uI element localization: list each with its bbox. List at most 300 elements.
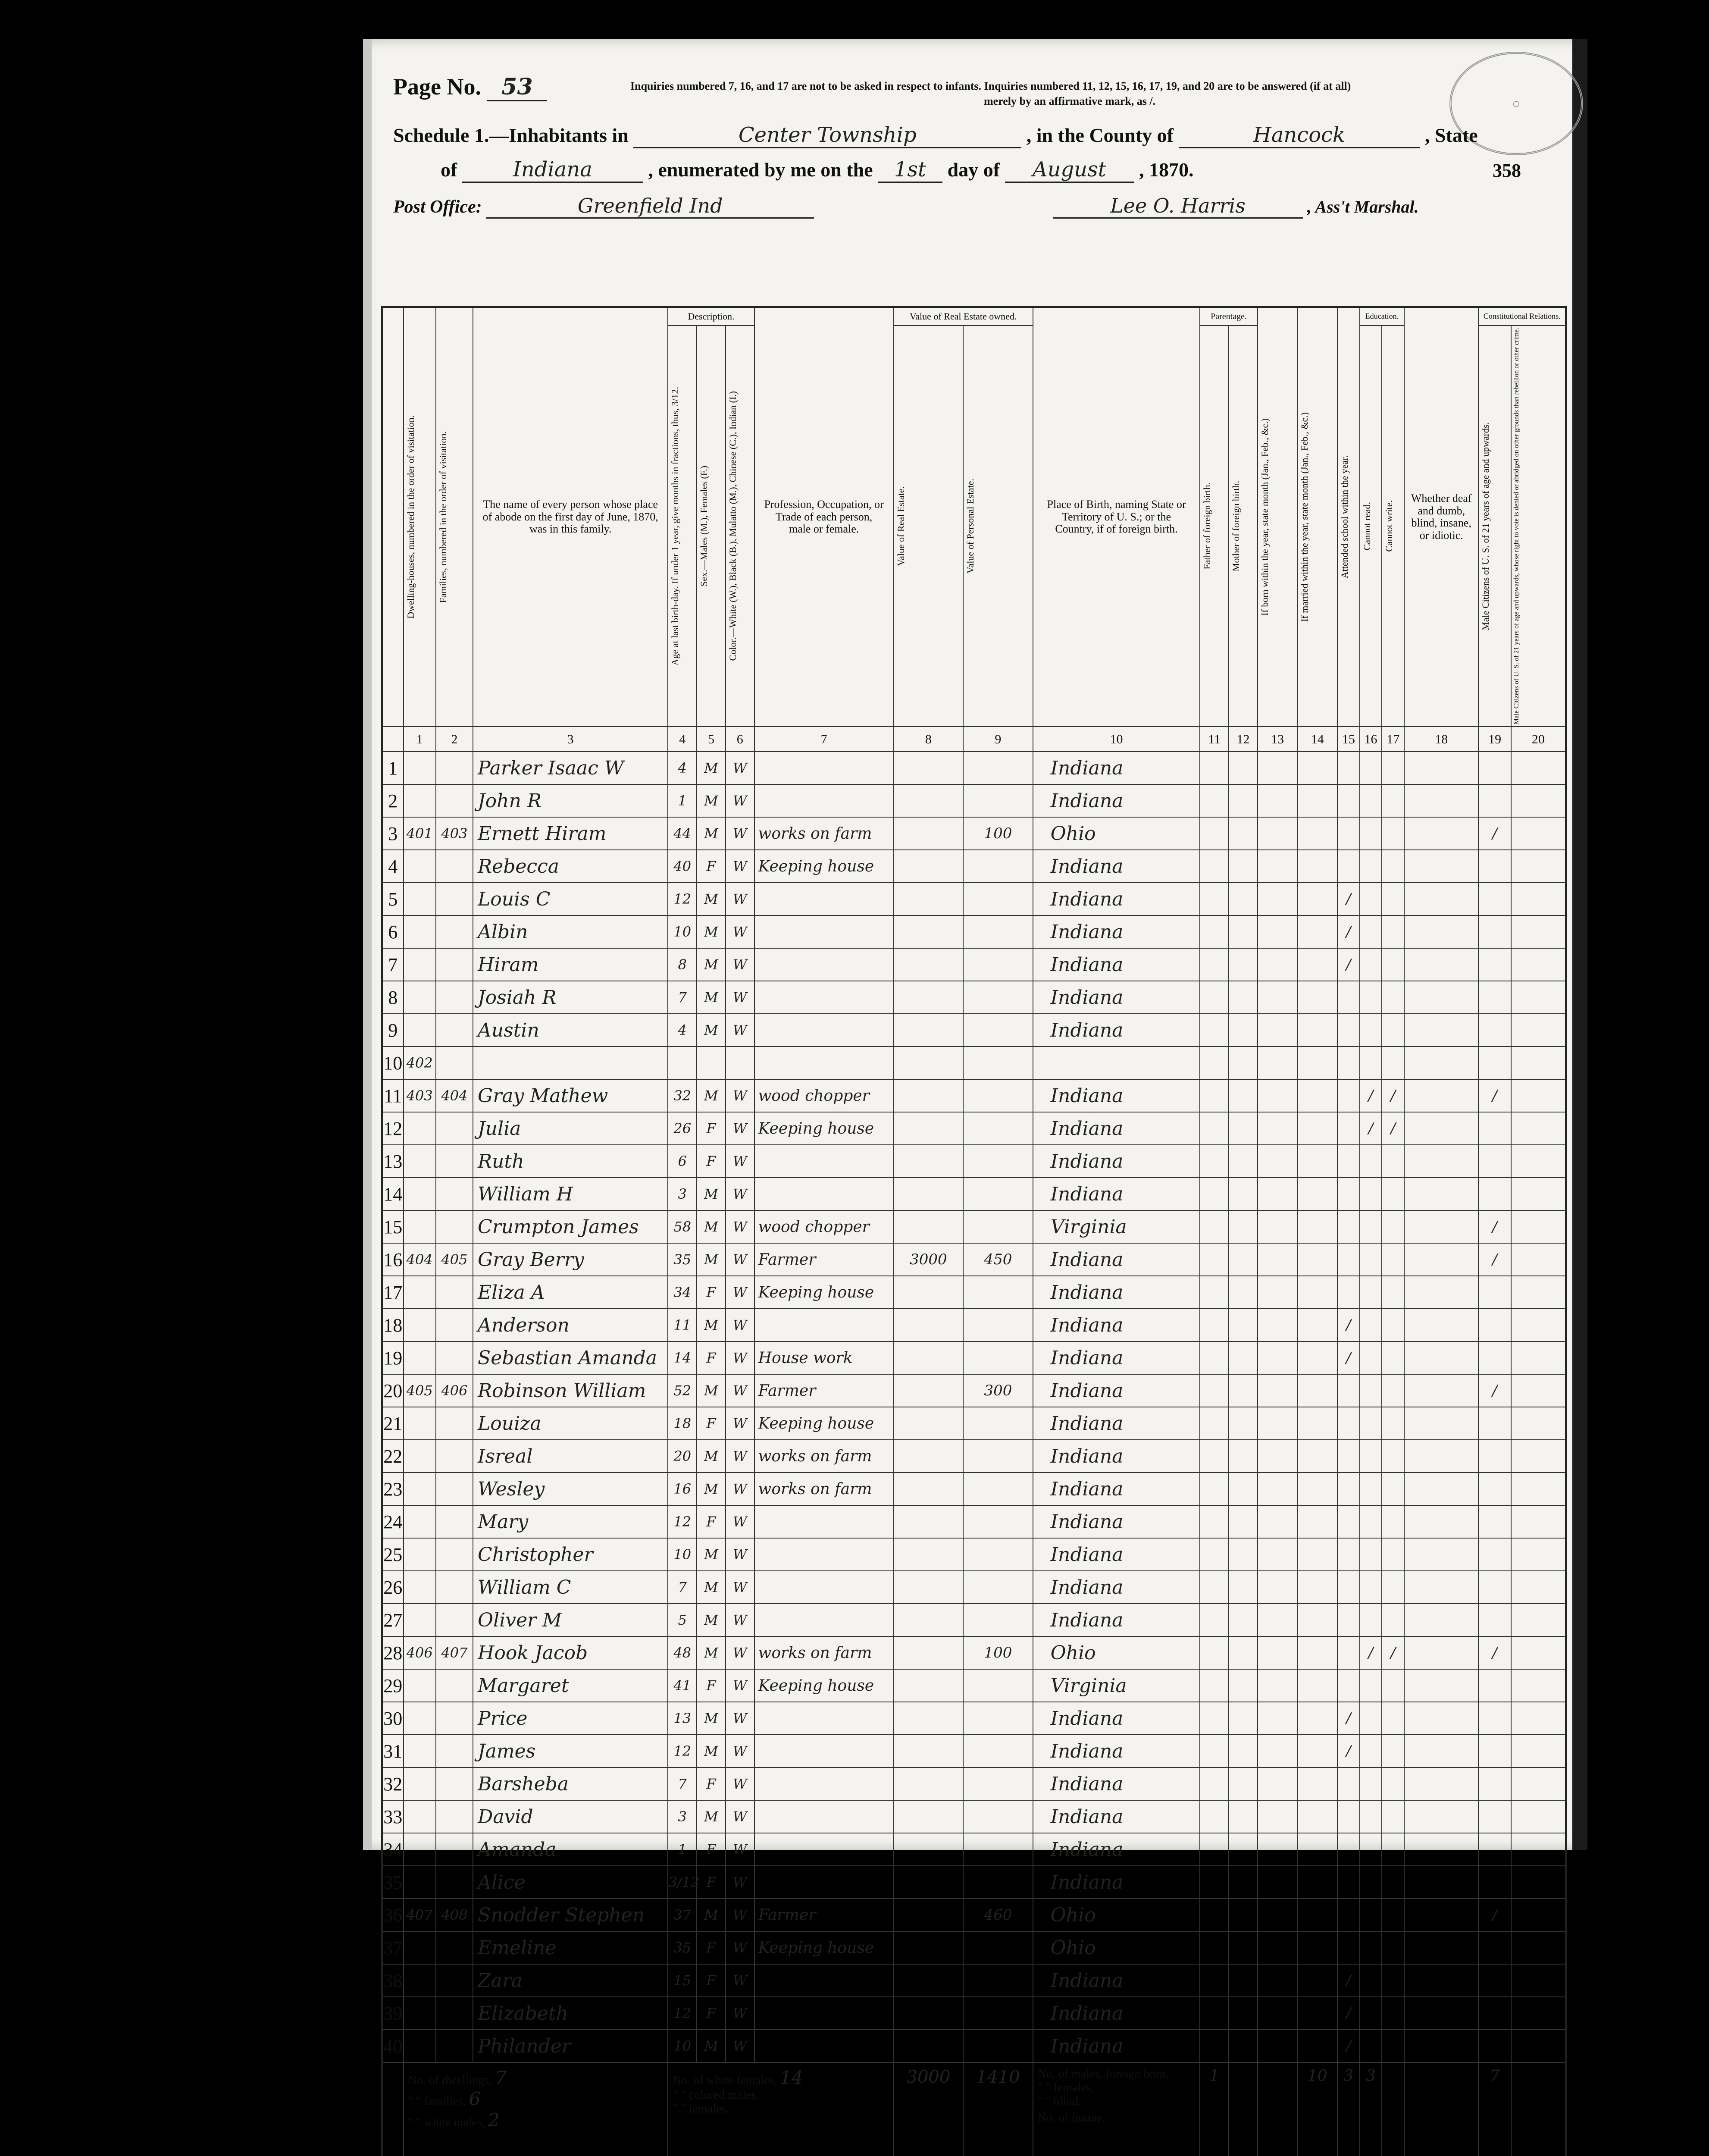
- school-mark: [1337, 1669, 1360, 1702]
- color-value: W: [726, 1407, 754, 1440]
- total-col-17: [1382, 2062, 1404, 2156]
- census-page: [363, 39, 1587, 2131]
- sex-value: M: [697, 1374, 726, 1407]
- disability-cell: [1404, 1997, 1478, 2030]
- married-in-year-cell: [1297, 1243, 1337, 1276]
- married-in-year-cell: [1297, 784, 1337, 817]
- birthplace-value: Indiana: [1033, 2030, 1200, 2062]
- total-col-11: 1: [1200, 2062, 1229, 2156]
- married-in-year-cell: [1297, 1210, 1337, 1243]
- cannot-read-mark: [1360, 1243, 1382, 1276]
- citizen-mark: [1478, 1931, 1511, 1964]
- father-foreign-cell: [1200, 1964, 1229, 1997]
- sex-value: M: [697, 1538, 726, 1571]
- born-in-year-cell: [1258, 1866, 1298, 1899]
- color-value: W: [726, 1571, 754, 1604]
- age-value: 6: [668, 1145, 697, 1178]
- real-estate-value: [894, 2030, 964, 2062]
- cannot-write-mark: [1382, 1964, 1404, 1997]
- disability-cell: [1404, 1112, 1478, 1145]
- color-value: W: [726, 1899, 754, 1931]
- citizen-mark: [1478, 915, 1511, 948]
- dwelling-number: [404, 752, 436, 784]
- citizen-mark: [1478, 1571, 1511, 1604]
- born-in-year-cell: [1258, 1964, 1298, 1997]
- table-row: [382, 1407, 1566, 1440]
- personal-estate-value: [963, 1079, 1033, 1112]
- sex-value: F: [697, 1997, 726, 2030]
- family-number: [436, 915, 473, 948]
- personal-estate-value: [963, 1473, 1033, 1505]
- married-in-year-cell: [1297, 1702, 1337, 1735]
- birthplace-value: Indiana: [1033, 1473, 1200, 1505]
- day-value: 1st: [878, 157, 942, 183]
- column-number: 3: [473, 727, 668, 752]
- birthplace-value: Indiana: [1033, 1767, 1200, 1800]
- color-value: W: [726, 1309, 754, 1341]
- real-estate-value: [894, 1079, 964, 1112]
- family-number: [436, 1014, 473, 1047]
- sex-value: M: [697, 1014, 726, 1047]
- father-foreign-cell: [1200, 1931, 1229, 1964]
- born-in-year-cell: [1258, 915, 1298, 948]
- birthplace-value: Ohio: [1033, 1931, 1200, 1964]
- age-value: 14: [668, 1341, 697, 1374]
- real-estate-value: [894, 1636, 964, 1669]
- table-row: [382, 1505, 1566, 1538]
- column-number: 12: [1229, 727, 1258, 752]
- vote-denied-cell: [1511, 1571, 1566, 1604]
- birthplace-value: Indiana: [1033, 1112, 1200, 1145]
- schedule-label: Schedule 1.—Inhabitants in: [393, 124, 629, 146]
- disability-cell: [1404, 1899, 1478, 1931]
- birthplace-value: Indiana: [1033, 850, 1200, 883]
- table-row: [382, 1178, 1566, 1210]
- school-mark: [1337, 1112, 1360, 1145]
- disability-cell: [1404, 1407, 1478, 1440]
- personal-estate-value: [963, 752, 1033, 784]
- dwelling-number: [404, 1735, 436, 1767]
- vote-denied-cell: [1511, 1833, 1566, 1866]
- cannot-write-mark: [1382, 1800, 1404, 1833]
- disability-cell: [1404, 1571, 1478, 1604]
- vote-denied-cell: [1511, 1931, 1566, 1964]
- table-row: [382, 1243, 1566, 1276]
- occupation-value: [754, 1047, 894, 1079]
- row-number: 25: [382, 1538, 404, 1571]
- father-foreign-cell: [1200, 1866, 1229, 1899]
- row-number: 9: [382, 1014, 404, 1047]
- census-rows: [382, 752, 1566, 2062]
- mother-foreign-cell: [1229, 883, 1258, 915]
- row-number: 19: [382, 1341, 404, 1374]
- personal-estate-value: [963, 1866, 1033, 1899]
- person-name: [473, 1047, 668, 1079]
- age-value: 5: [668, 1604, 697, 1636]
- color-value: W: [726, 948, 754, 981]
- real-estate-value: [894, 1341, 964, 1374]
- citizen-mark: [1478, 1145, 1511, 1178]
- person-name: Robinson William: [473, 1374, 668, 1407]
- sheet-number: 358: [1493, 160, 1521, 181]
- real-estate-value: [894, 1604, 964, 1636]
- cannot-write-mark: [1382, 1899, 1404, 1931]
- vote-denied-cell: [1511, 1866, 1566, 1899]
- born-in-year-cell: [1258, 1931, 1298, 1964]
- person-name: Margaret: [473, 1669, 668, 1702]
- person-name: Eliza A: [473, 1276, 668, 1309]
- white-females-count: 14: [780, 2067, 803, 2089]
- born-in-year-cell: [1258, 1571, 1298, 1604]
- born-in-year-cell: [1258, 948, 1298, 981]
- father-foreign-cell: [1200, 1145, 1229, 1178]
- sex-value: M: [697, 1800, 726, 1833]
- sex-value: M: [697, 1735, 726, 1767]
- person-name: Amanda: [473, 1833, 668, 1866]
- vote-denied-cell: [1511, 1669, 1566, 1702]
- vote-denied-cell: [1511, 1407, 1566, 1440]
- family-number: [436, 1178, 473, 1210]
- citizen-mark: [1478, 1997, 1511, 2030]
- dwelling-number: [404, 1210, 436, 1243]
- cannot-read-mark: /: [1360, 1112, 1382, 1145]
- married-in-year-cell: [1297, 1374, 1337, 1407]
- family-number: [436, 1669, 473, 1702]
- father-foreign-cell: [1200, 1997, 1229, 2030]
- age-value: 12: [668, 1505, 697, 1538]
- mother-foreign-cell: [1229, 1079, 1258, 1112]
- birthplace-value: Indiana: [1033, 883, 1200, 915]
- born-in-year-cell: [1258, 1341, 1298, 1374]
- family-number: [436, 1964, 473, 1997]
- row-number: 1: [382, 752, 404, 784]
- father-foreign-cell: [1200, 1899, 1229, 1931]
- month-value: August: [1005, 157, 1134, 183]
- family-number: [436, 1309, 473, 1341]
- mother-foreign-cell: [1229, 1964, 1258, 1997]
- school-mark: /: [1337, 1341, 1360, 1374]
- table-row: [382, 1538, 1566, 1571]
- disability-cell: [1404, 1145, 1478, 1178]
- sex-value: [697, 1047, 726, 1079]
- vote-denied-cell: [1511, 1079, 1566, 1112]
- married-in-year-cell: [1297, 817, 1337, 850]
- cannot-read-mark: [1360, 1505, 1382, 1538]
- citizen-mark: [1478, 1112, 1511, 1145]
- row-number: 29: [382, 1669, 404, 1702]
- citizen-mark: [1478, 1473, 1511, 1505]
- disability-cell: [1404, 1473, 1478, 1505]
- mother-foreign-cell: [1229, 1669, 1258, 1702]
- occupation-value: [754, 981, 894, 1014]
- color-value: W: [726, 1964, 754, 1997]
- occupation-value: [754, 1964, 894, 1997]
- personal-estate-value: [963, 2030, 1033, 2062]
- birthplace-value: Indiana: [1033, 1014, 1200, 1047]
- married-in-year-cell: [1297, 1866, 1337, 1899]
- cannot-read-mark: [1360, 1440, 1382, 1473]
- age-value: 35: [668, 1931, 697, 1964]
- sex-value: M: [697, 1473, 726, 1505]
- father-foreign-cell: [1200, 1210, 1229, 1243]
- father-foreign-cell: [1200, 1407, 1229, 1440]
- white-males-count: 2: [488, 2109, 500, 2131]
- real-estate-value: [894, 1669, 964, 1702]
- born-in-year-cell: [1258, 1178, 1298, 1210]
- cannot-write-mark: /: [1382, 1636, 1404, 1669]
- summary-row: [382, 2062, 1566, 2156]
- person-name: Rebecca: [473, 850, 668, 883]
- sex-value: F: [697, 1931, 726, 1964]
- cannot-read-mark: [1360, 1276, 1382, 1309]
- occupation-value: [754, 948, 894, 981]
- mother-foreign-cell: [1229, 1014, 1258, 1047]
- occupation-value: [754, 1505, 894, 1538]
- vote-denied-cell: [1511, 948, 1566, 981]
- person-name: Hook Jacob: [473, 1636, 668, 1669]
- school-mark: [1337, 1407, 1360, 1440]
- vote-denied-cell: [1511, 784, 1566, 817]
- vote-denied-cell: [1511, 1243, 1566, 1276]
- citizen-mark: /: [1478, 1636, 1511, 1669]
- row-index-header: [382, 307, 404, 727]
- row-number: 15: [382, 1210, 404, 1243]
- sex-value: F: [697, 1833, 726, 1866]
- sex-value: F: [697, 1407, 726, 1440]
- birthplace-value: Ohio: [1033, 1899, 1200, 1931]
- color-value: [726, 1047, 754, 1079]
- header-col-4: Age at last birth-day. If under 1 year, give months in fractions, thus, 3/12.: [668, 326, 697, 727]
- real-estate-value: [894, 752, 964, 784]
- citizen-mark: [1478, 1767, 1511, 1800]
- dwelling-number: [404, 1505, 436, 1538]
- person-name: William H: [473, 1178, 668, 1210]
- real-estate-value: [894, 1014, 964, 1047]
- married-in-year-cell: [1297, 1636, 1337, 1669]
- cannot-read-mark: [1360, 1604, 1382, 1636]
- person-name: David: [473, 1800, 668, 1833]
- dwelling-number: [404, 1964, 436, 1997]
- cannot-read-mark: [1360, 1735, 1382, 1767]
- personal-estate-value: [963, 1931, 1033, 1964]
- age-value: 58: [668, 1210, 697, 1243]
- age-value: [668, 1047, 697, 1079]
- cannot-read-mark: [1360, 1767, 1382, 1800]
- header-col-8: Value of Real Estate.: [894, 326, 964, 727]
- born-in-year-cell: [1258, 1473, 1298, 1505]
- vote-denied-cell: [1511, 1964, 1566, 1997]
- occupation-value: works on farm: [754, 1440, 894, 1473]
- real-estate-value: [894, 1440, 964, 1473]
- occupation-value: [754, 1571, 894, 1604]
- cannot-read-mark: [1360, 1997, 1382, 2030]
- table-row: [382, 1866, 1566, 1899]
- real-estate-value: [894, 1899, 964, 1931]
- person-name: Anderson: [473, 1309, 668, 1341]
- sex-value: M: [697, 2030, 726, 2062]
- married-in-year-cell: [1297, 948, 1337, 981]
- dwelling-number: [404, 1833, 436, 1866]
- table-row: [382, 1997, 1566, 2030]
- mother-foreign-cell: [1229, 1800, 1258, 1833]
- school-mark: /: [1337, 883, 1360, 915]
- header-col-2: Families, numbered in the order of visitation.: [436, 307, 473, 727]
- occupation-value: [754, 883, 894, 915]
- color-value: W: [726, 1243, 754, 1276]
- families-count: 6: [469, 2088, 481, 2110]
- dwelling-number: [404, 1145, 436, 1178]
- born-in-year-cell: [1258, 752, 1298, 784]
- header-constitutional: Constitutional Relations.: [1478, 307, 1566, 326]
- family-number: [436, 981, 473, 1014]
- personal-estate-value: [963, 883, 1033, 915]
- table-row: [382, 2030, 1566, 2062]
- school-mark: /: [1337, 1964, 1360, 1997]
- cannot-write-mark: [1382, 752, 1404, 784]
- personal-estate-value: [963, 1767, 1033, 1800]
- table-row: [382, 1899, 1566, 1931]
- sex-value: M: [697, 752, 726, 784]
- total-col-16: 3: [1360, 2062, 1382, 2156]
- real-estate-value: [894, 817, 964, 850]
- citizen-mark: /: [1478, 817, 1511, 850]
- born-in-year-cell: [1258, 1800, 1298, 1833]
- row-number: 8: [382, 981, 404, 1014]
- person-name: Mary: [473, 1505, 668, 1538]
- real-estate-value: [894, 850, 964, 883]
- cannot-write-mark: [1382, 948, 1404, 981]
- vote-denied-cell: [1511, 1341, 1566, 1374]
- school-mark: [1337, 817, 1360, 850]
- family-number: [436, 850, 473, 883]
- real-estate-value: [894, 981, 964, 1014]
- school-mark: [1337, 1440, 1360, 1473]
- mother-foreign-cell: [1229, 1440, 1258, 1473]
- table-row: [382, 1341, 1566, 1374]
- birthplace-value: Indiana: [1033, 1407, 1200, 1440]
- person-name: Gray Berry: [473, 1243, 668, 1276]
- occupation-value: [754, 1014, 894, 1047]
- color-value: W: [726, 1341, 754, 1374]
- color-value: W: [726, 1505, 754, 1538]
- citizen-mark: [1478, 1538, 1511, 1571]
- cannot-read-mark: [1360, 850, 1382, 883]
- school-mark: /: [1337, 915, 1360, 948]
- birthplace-value: Indiana: [1033, 948, 1200, 981]
- sex-value: F: [697, 850, 726, 883]
- age-value: 35: [668, 1243, 697, 1276]
- header-col-12: Mother of foreign birth.: [1229, 326, 1258, 727]
- family-number: [436, 1571, 473, 1604]
- sex-value: F: [697, 1964, 726, 1997]
- father-foreign-cell: [1200, 1505, 1229, 1538]
- citizen-mark: [1478, 1866, 1511, 1899]
- cannot-write-mark: [1382, 1702, 1404, 1735]
- school-mark: [1337, 1767, 1360, 1800]
- mother-foreign-cell: [1229, 784, 1258, 817]
- dwelling-number: [404, 1800, 436, 1833]
- summary-insane: No. of males, foreign born, " " females, " " blind, No. of insane,: [1033, 2062, 1200, 2156]
- color-value: W: [726, 1702, 754, 1735]
- row-number: 34: [382, 1833, 404, 1866]
- disability-cell: [1404, 1702, 1478, 1735]
- dwelling-number: 407: [404, 1899, 436, 1931]
- column-number: 5: [697, 727, 726, 752]
- marshal-signature: Lee O. Harris: [1053, 194, 1303, 219]
- real-estate-value: [894, 1112, 964, 1145]
- dwelling-number: [404, 915, 436, 948]
- mother-foreign-cell: [1229, 1341, 1258, 1374]
- father-foreign-cell: [1200, 1112, 1229, 1145]
- cannot-read-mark: [1360, 883, 1382, 915]
- real-estate-value: [894, 1210, 964, 1243]
- person-name: Oliver M: [473, 1604, 668, 1636]
- school-mark: /: [1337, 1997, 1360, 2030]
- occupation-value: [754, 1800, 894, 1833]
- row-number: 11: [382, 1079, 404, 1112]
- of-label: of: [441, 159, 457, 181]
- color-value: W: [726, 752, 754, 784]
- father-foreign-cell: [1200, 1702, 1229, 1735]
- color-value: W: [726, 1145, 754, 1178]
- table-row: [382, 1964, 1566, 1997]
- disability-cell: [1404, 981, 1478, 1014]
- disability-cell: [1404, 1669, 1478, 1702]
- vote-denied-cell: [1511, 1145, 1566, 1178]
- father-foreign-cell: [1200, 1735, 1229, 1767]
- family-number: 407: [436, 1636, 473, 1669]
- citizen-mark: /: [1478, 1243, 1511, 1276]
- table-row: [382, 1473, 1566, 1505]
- disability-cell: [1404, 1964, 1478, 1997]
- born-in-year-cell: [1258, 817, 1298, 850]
- row-number: 33: [382, 1800, 404, 1833]
- occupation-value: [754, 1833, 894, 1866]
- age-value: 1: [668, 784, 697, 817]
- page-number-line: [393, 73, 547, 101]
- cannot-read-mark: [1360, 1538, 1382, 1571]
- census-table: [381, 306, 1567, 2156]
- cannot-write-mark: [1382, 1866, 1404, 1899]
- real-estate-value: [894, 948, 964, 981]
- header-col-17: Cannot write.: [1382, 326, 1404, 727]
- school-mark: [1337, 1604, 1360, 1636]
- disability-cell: [1404, 883, 1478, 915]
- column-number: 18: [1404, 727, 1478, 752]
- table-row: [382, 1735, 1566, 1767]
- color-value: W: [726, 850, 754, 883]
- real-estate-value: [894, 1964, 964, 1997]
- mother-foreign-cell: [1229, 1604, 1258, 1636]
- school-mark: [1337, 1899, 1360, 1931]
- table-row: [382, 784, 1566, 817]
- occupation-value: Keeping house: [754, 1407, 894, 1440]
- school-mark: [1337, 1571, 1360, 1604]
- born-in-year-cell: [1258, 784, 1298, 817]
- dwelling-number: [404, 1178, 436, 1210]
- birthplace-value: Indiana: [1033, 1604, 1200, 1636]
- dwelling-number: [404, 2030, 436, 2062]
- family-number: [436, 1735, 473, 1767]
- age-value: 41: [668, 1669, 697, 1702]
- header-col-14: If married within the year, state month (Jan., Feb., &c.): [1297, 307, 1337, 727]
- school-mark: [1337, 1374, 1360, 1407]
- father-foreign-cell: [1200, 1309, 1229, 1341]
- table-row: [382, 1669, 1566, 1702]
- color-value: W: [726, 1112, 754, 1145]
- person-name: Price: [473, 1702, 668, 1735]
- married-in-year-cell: [1297, 1931, 1337, 1964]
